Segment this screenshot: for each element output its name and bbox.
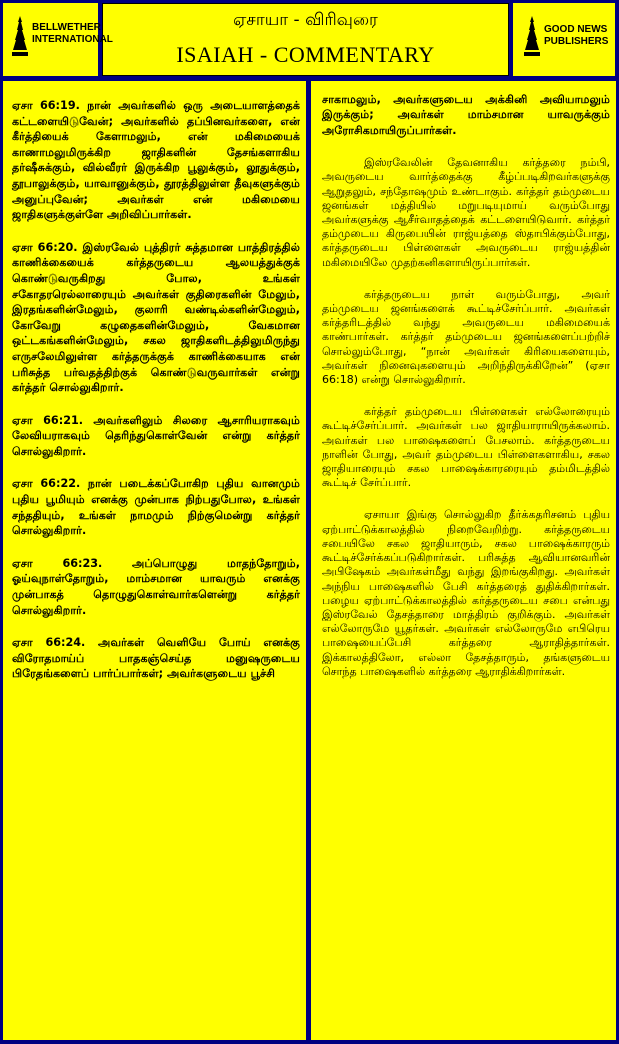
- left-logo-text: [32, 22, 113, 46]
- commentary-paragraph: கர்த்தர் தம்முடைய பிள்ளைகள் எல்லோரையும் கூட்டிச்சேர்ப்பார். அவர்கள் பல ஜாதியாராயிருக்கலாம். அவர்கள் பல பாஷைகளைப் பேசலாம். கர்த்தருடைய நாளின் போது, அவர் தம்முடைய பிள்ளைகளாகிய, சகல ஜாதியாரையும் சகல பாஷைக்காரரையும் தம்மிடத்தில் கூட்டிச் சேர்ப்பார்.: [322, 405, 610, 490]
- verse-paragraph: ஏசா 66:24. அவர்கள் வெளியே போய் எனக்கு விரோதமாய்ப் பாதகஞ்செய்த மனுஷருடைய பிரேதங்களைப் பார்ப்பார்கள்; அவர்களுடைய பூச்சி: [12, 636, 300, 681]
- commentary-paragraph: கர்த்தருடைய நாள் வரும்போது, அவர் தம்முடைய ஜனங்களைக் கூட்டிச்சேர்ப்பார். அவர்கள் கர்த்தரிடத்தில் வந்து அவருடைய மகிமையைக் காண்பார்கள். கர்த்தர் தம்முடைய ஜனங்களைப்பற்றிச் சொல்லும்போது, “நான் அவர்கள் கிரியைகளையும், அவர்கள் நினைவுகளையும் அறிந்திருக்கிறேன்” (ஏசா 66:18) என்று சொல்லுகிறார்.: [322, 287, 610, 387]
- left-column-text: [12, 98, 300, 699]
- verse-continuation: சாகாமலும், அவர்களுடைய அக்கினி அவியாமலும் இருக்கும்; அவர்கள் மாம்சமான யாவருக்கும் அரோசிகமாயிருப்பார்கள்.: [322, 93, 610, 137]
- right-column-text: [322, 92, 610, 697]
- verse-paragraph: ஏசா 66:23. அப்பொழுது மாதந்தோறும், ஓய்வுநாள்தோறும், மாம்சமான யாவரும் எனக்கு முன்பாகத் தொழுதுகொள்வார்களென்று கர்த்தர் சொல்லுகிறார்.: [12, 556, 300, 617]
- right-logo-line2: PUBLISHERS: [544, 36, 609, 47]
- left-logo-line1: BELLWETHER: [32, 22, 101, 33]
- verse-paragraph: ஏசா 66:22. நான் படைக்கப்போகிற புதிய வானமும் புதிய பூமியும் எனக்கு முன்பாக நிற்பதுபோல, உங்கள் சந்ததியும், உங்கள் நாமமும் நிற்குமென்று கர்த்தர் சொல்லுகிறார்.: [12, 477, 300, 538]
- left-logo-line2: INTERNATIONAL: [32, 34, 113, 45]
- right-logo-line1: GOOD NEWS: [544, 24, 608, 35]
- bellwether-logo-icon: [10, 14, 30, 58]
- commentary-paragraph: இஸ்ரவேலின் தேவனாகிய கர்த்தரை நம்பி, அவருடைய வார்த்தைக்கு கீழ்ப்படிகிறவர்களுக்கு ஆறுதலும், சந்தோஷமும் உண்டாகும். கர்த்தர் தம்முடைய ஜனங்கள் மத்தியில் மறுபடியுமாய் வரும்போது அவர்களுக்கு ஆசீர்வாதத்தைக் கட்டளையிடுவார். கர்த்தர் தம்முடைய கிருபையின் ராஜ்யத்தை ஸ்தாபிக்கும்போது, கர்த்தருடைய பிள்ளைகள் அவருடைய ராஜ்யத்தின் மகிமையிலே முதற்கனிகளாயிருப்பார்கள்.: [322, 156, 610, 269]
- right-logo-text: [544, 24, 608, 48]
- commentary-paragraph: ஏசாயா இங்கு சொல்லுகிற தீர்க்கதரிசனம் புதிய ஏற்பாட்டுக்காலத்தில் நிறைவேறிற்று. கர்த்தருடைய சபையிலே சகல ஜாதியாரும், சகல பாஷைக்காரரும் கூட்டிச்சேர்க்கப்படுகிறார்கள். பரிசுத்த ஆவியானவரின் அபிஷேகம் அவர்கள்மீது வந்து இறங்குகிறது. அவர்கள் அந்நிய பாஷைகளில் பேசி கர்த்தரைத் துதிக்கிறார்கள். பழைய ஏற்பாட்டுக்காலத்தில் கர்த்தருடைய சபை என்பது இஸ்ரவேல் தேசத்தாரை மாத்திரம் குறிக்கும். அவர்கள் எல்லோருமே யூதர்கள். அவர்கள் எல்லோருமே எபிரெய பாஷையைப்பேசி கர்த்தரை ஆராதித்தார்கள். இக்காலத்திலோ, எல்லா தேசத்தாரும், தங்களுடைய சொந்த பாஷைகளில் கர்த்தரை ஆராதிக்கிறார்கள்.: [322, 508, 610, 678]
- verse-paragraph: ஏசா 66:19. நான் அவர்களில் ஒரு அடையாளத்தைக் கட்டளையிடுவேன்; அவர்களில் தப்பினவர்களை, என் கீர்த்தியைக் கேளாமலும், என் மகிமையைக் காணாமலுமிருக்கிற ஜாதிகளின் தேசங்களாகிய தர்ஷீசுக்கும், வில்வீரர் இருக்கிற பூலுக்கும், லூதுக்கும், தூபாலுக்கும், யாவானுக்கும், தூரத்திலுள்ள தீவுகளுக்கும் அனுப்புவேன்; அவர்கள் என் மகிமையை ஜாதிகளுக்குள்ளே அறிவிப்பார்கள்.: [12, 99, 300, 222]
- title-tamil: ஏசாயா - விரிவுரை: [233, 10, 378, 30]
- good-news-logo-icon: [522, 14, 542, 58]
- verse-paragraph: ஏசா 66:20. இஸ்ரவேல் புத்திரர் சுத்தமான பாத்திரத்தில் காணிக்கையைக் கர்த்தருடைய ஆலயத்துக்குக் கொண்டுவருகிறது போல, உங்கள் சகோதரரெல்லாரையும் அவர்கள் குதிரைகளின் மேலும், இரதங்களின்மேலும், குலாரி வண்டில்களின்மேலும், கோவேறு கழுதைகளின்மேலும், வேகமான ஒட்டகங்களின்மேலும், சகல ஜாதிகளிடத்திலுமிருந்து எருசலேமிலுள்ள கர்த்தருக்குக் காணிக்கையாக என் பரிசுத்த பர்வதத்திற்குக் கொண்டுவருவார்கள் என்று கர்த்தர் சொல்லுகிறார்.: [12, 240, 300, 395]
- verse-paragraph: ஏசா 66:21. அவர்களிலும் சிலரை ஆசாரியராகவும் லேவியராகவும் தெரிந்துகொள்வேன் என்று கர்த்தர் சொல்லுகிறார்.: [12, 413, 300, 458]
- title-english: ISAIAH - COMMENTARY: [176, 42, 435, 67]
